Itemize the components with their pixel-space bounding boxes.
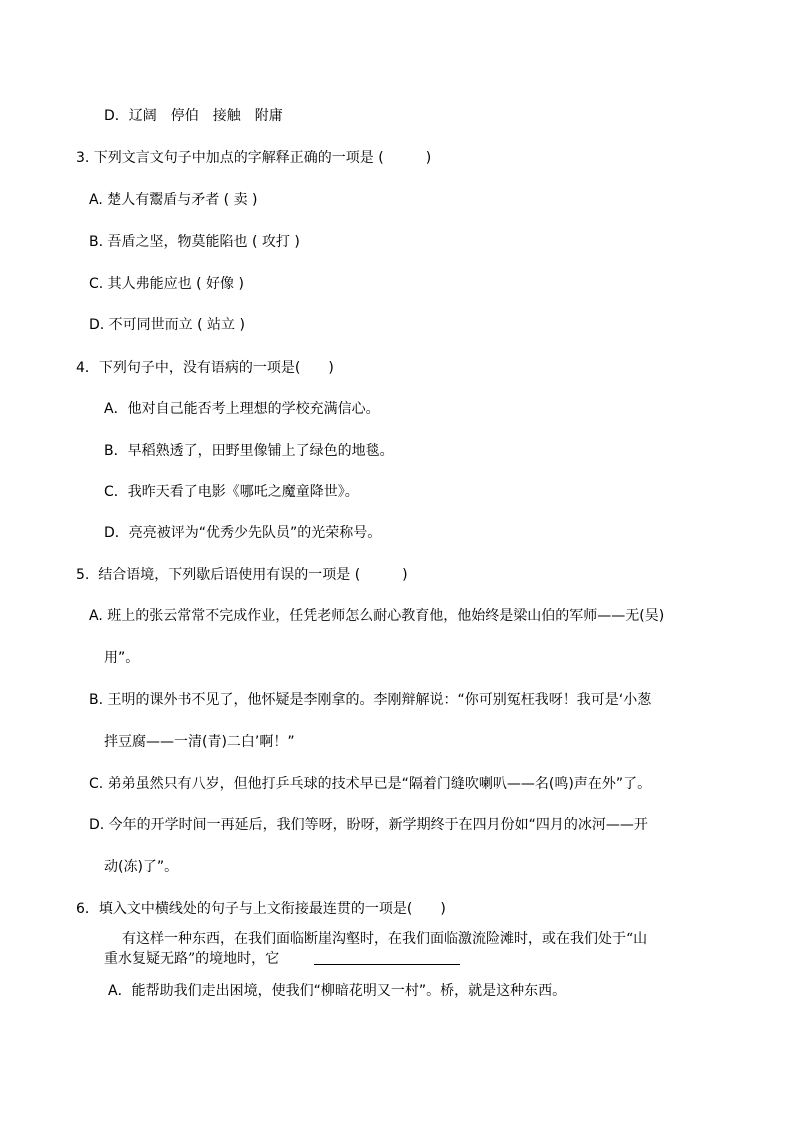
q5-option-d-line1: D. 今年的开学时间一再延后，我们等呀，盼呀，新学期终于在四月份如“四月的冰河——开	[89, 817, 648, 833]
q6-fill-blank	[314, 964, 460, 965]
q4-option-d: D．亮亮被评为“优秀少先队员”的光荣称号。	[104, 525, 382, 541]
q5-option-a-line1: A. 班上的张云常常不完成作业，任凭老师怎么耐心教育他，他始终是梁山伯的军师——无(吴)	[89, 608, 665, 624]
q6-passage-line1: 有这样一种东西，在我们面临断崖沟壑时，在我们面临激流险滩时，或在我们处于“山	[122, 931, 648, 947]
q4-option-a: A．他对自己能否考上理想的学校充满信心。	[104, 401, 380, 417]
q3-option-d: D. 不可同世而立 ( 站立 )	[89, 317, 245, 333]
q6-passage-line2: 重水复疑无路”的境地时，它	[104, 951, 280, 967]
q4-stem: 4．下列句子中，没有语病的一项是( )	[76, 360, 334, 376]
q5-stem: 5. 结合语境，下列歇后语使用有误的一项是 ( )	[76, 567, 408, 583]
q3-option-a: A. 楚人有鬻盾与矛者 ( 卖 )	[89, 192, 258, 208]
q6-stem: 6．填入文中横线处的句子与上文衔接最连贯的一项是( )	[76, 901, 446, 917]
q5-option-d-line2: 动(冻)了”。	[104, 859, 179, 875]
q4-option-c: C．我昨天看了电影《哪吒之魔童降世》。	[104, 484, 359, 500]
q5-option-c: C. 弟弟虽然只有八岁，但他打乒乓球的技术早已是“隔着门缝吹喇叭——名(鸣)声在外”了。	[89, 776, 652, 792]
q3-option-b: B. 吾盾之坚，物莫能陷也 ( 攻打 )	[89, 234, 300, 250]
q5-option-b-line1: B. 王明的课外书不见了，他怀疑是李刚拿的。李刚辩解说：“你可别冤枉我呀！我可是‘小葱	[89, 692, 652, 708]
q4-option-b: B．早稻熟透了，田野里像铺上了绿色的地毯。	[104, 443, 394, 459]
q3-option-c: C. 其人弗能应也 ( 好像 )	[89, 276, 244, 292]
q6-option-a: A．能帮助我们走出困境，使我们“柳暗花明又一村”。桥，就是这种东西。	[108, 983, 567, 999]
q3-stem: 3. 下列文言文句子中加点的字解释正确的一项是 ( )	[76, 150, 432, 166]
q5-option-a-line2: 用”。	[104, 650, 140, 666]
q2-option-d: D．辽阔 停伯 接触 附庸	[104, 108, 283, 124]
q5-option-b-line2: 拌豆腐——一清(青)二白’啊！”	[104, 734, 295, 750]
